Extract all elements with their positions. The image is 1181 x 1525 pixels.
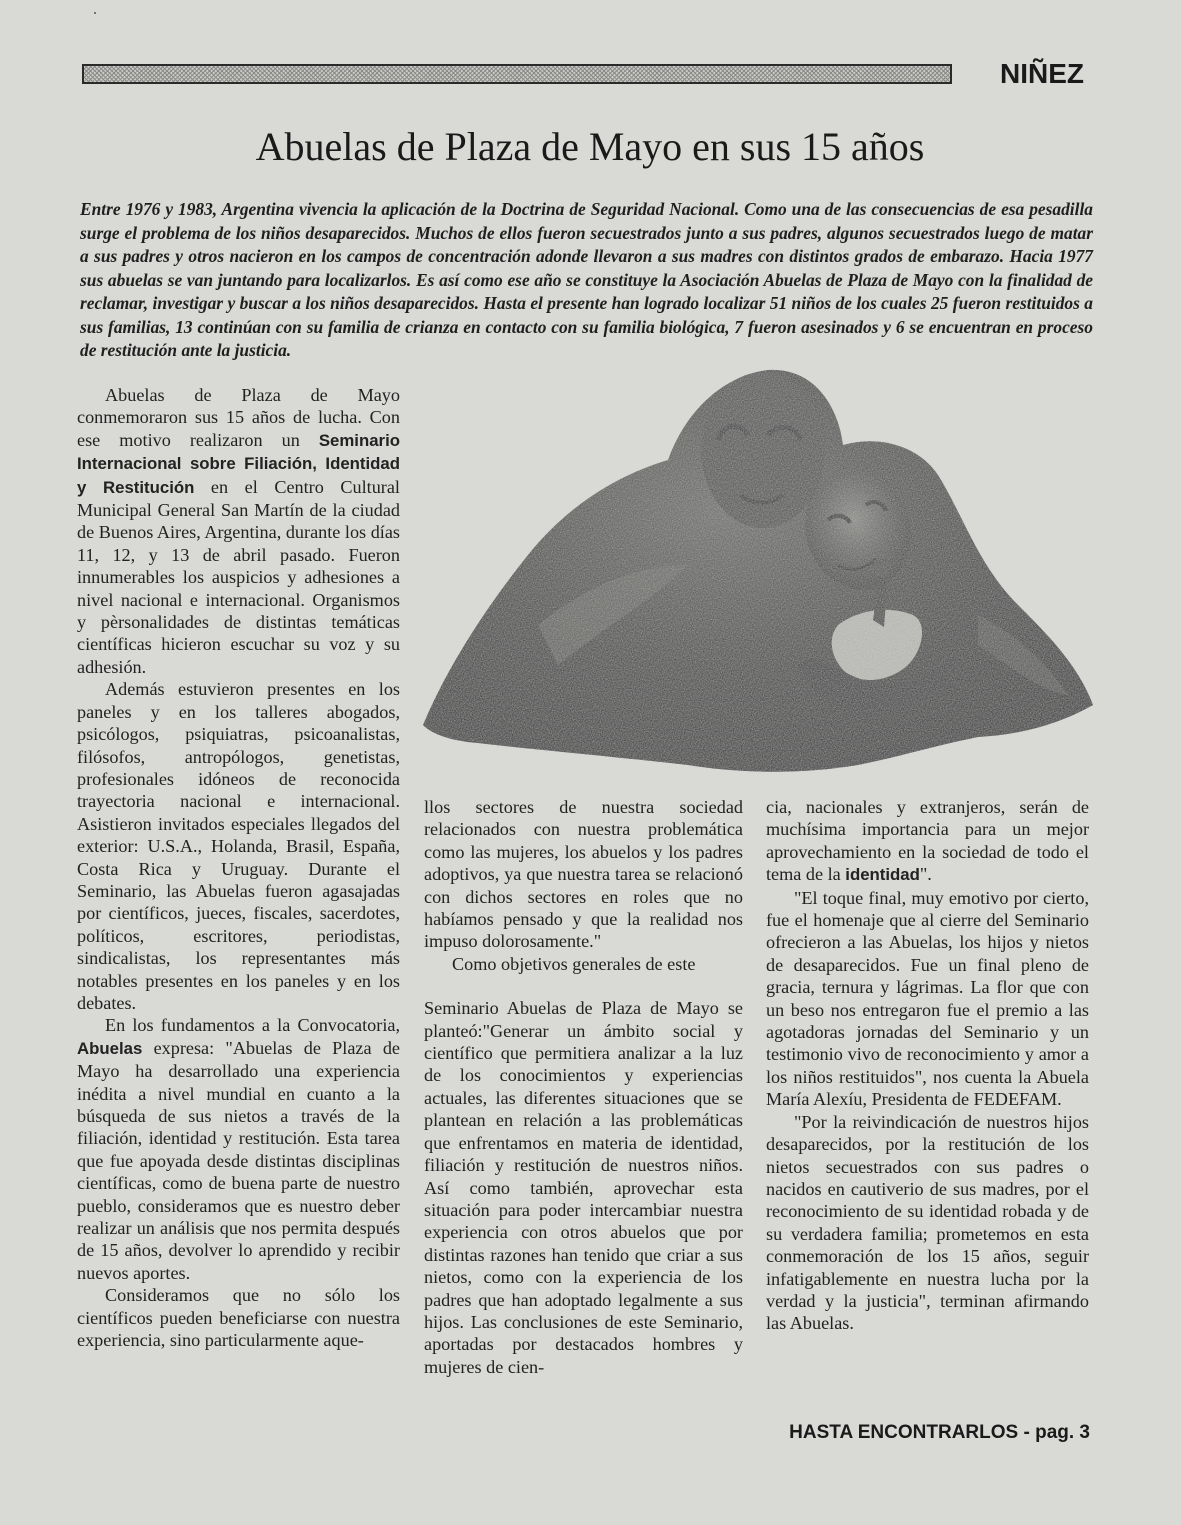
text-run: ". xyxy=(919,864,932,885)
paragraph xyxy=(77,384,400,678)
print-speck xyxy=(94,12,96,14)
text-run: en el Centro Cultural Municipal General San Martín de la ciudad de Buenos Aires, Argentina, durante los días 11, 12, y 13 de abril pasado. Fueron innumerables los auspicios y adhesiones a nivel nacional e internacional. Organismos y pèrsonalidades de distintas temáticas científicas hicieron escuchar su voz y su adhesión. xyxy=(77,476,400,677)
seminar-name: Seminario Internacional sobre Filiación, Identidad y Restitución xyxy=(77,430,400,497)
column-1 xyxy=(77,384,400,1351)
column-3 xyxy=(766,796,1089,1335)
header-pattern-bar xyxy=(82,64,952,84)
bold-abuelas: Abuelas xyxy=(77,1038,143,1058)
text-run: En los fundamentos a la Convocatoria, xyxy=(105,1015,400,1036)
section-label: NIÑEZ xyxy=(1000,58,1084,89)
text-run: cia, nacionales y extranjeros, serán de muchísima importancia para un mejor aprovechamiento en la sociedad de todo el tema de la xyxy=(766,797,1089,885)
paragraph: "El toque final, muy emotivo por cierto, fue el homenaje que al cierre del Seminario ofrecieron a las Abuelas, los hijos y nietos de desaparecidos. Fue un final pleno de gracia, ternura y lágrimas. La flor que con un beso nos entregaron fue el premio a las agotadoras jornadas del Seminario y un testimonio vivo de reconocimiento y amor a los niños restituidos", nos cuenta la Abuela María Alexíu, Presidenta de FEDEFAM. xyxy=(766,887,1089,1110)
column-2 xyxy=(424,796,743,1378)
paragraph xyxy=(766,796,1089,887)
article-lead: Entre 1976 y 1983, Argentina vivencia la aplicación de la Doctrina de Seguridad Nacional. Como una de las consecuencias de esa pesadilla surge el problema de los niños desaparecidos. Muchos de ellos fueron secuestrados junto a sus padres, algunos secuestrados luego de matar a sus padres y otros nacieron en los campos de concentración adonde llevaron a sus madres con distintos grados de embarazo. Hacia 1977 sus abuelas se van juntando para localizarlos. Es así como ese año se constituye la Asociación Abuelas de Plaza de Mayo con la finalidad de reclamar, investigar y buscar a los niños desaparecidos. Hasta el presente han logrado localizar 51 niños de los cuales 25 fueron restituidos a sus familias, 13 continúan con su familia de crianza en contacto con su familia biológica, 7 fueron asesinados y 6 se encuentran en proceso de restitución ante la justicia. xyxy=(80,199,1093,360)
paragraph: "Por la reivindicación de nuestros hijos desaparecidos, por la restitución de los nietos secuestrados con sus padres o nacidos en cautiverio de sus madres, por el reconocimiento de su identidad robada y de su verdadera familia; prometemos en esta conmemoración de los 15 años, seguir infatigablemente en nuestra lucha por la verdad y la justicia", terminan afirmando las Abuelas. xyxy=(766,1111,1089,1334)
paragraph: Seminario Abuelas de Plaza de Mayo se planteó:"Generar un ámbito social y científico que permitiera analizar a la luz de los conocimientos y experiencias actuales, las diferentes situaciones que se plantean en relación a las problemáticas que enfrentamos en materia de identidad, filiación y restitución de nuestros niños. Así como también, aprovechar esta situación para poder intercambiar nuestra experiencia con otros abuelos que por distintas razones han tenido que criar a sus nietos, como con la experiencia de los padres que han adoptado legalmente a sus hijos. Las conclusiones de este Seminario, aportadas por destacados hombres y mujeres de cien- xyxy=(424,998,743,1377)
bold-identidad: identidad xyxy=(845,865,920,885)
paragraph: Como objetivos generales de este xyxy=(452,953,696,974)
paragraph: llos sectores de nuestra sociedad relacionados con nuestra problemática como las mujeres, los abuelos y los padres adoptivos, ya que nuestra tarea se relacionó con dichos sectores en roles que no habíamos pensado y que la realidad nos impuso dolorosamente." xyxy=(424,797,743,952)
sculpture-photo-icon xyxy=(418,365,1098,780)
page-footer: HASTA ENCONTRARLOS - pag. 3 xyxy=(789,1422,1090,1443)
paragraph: Además estuvieron presentes en los paneles y en los talleres abogados, psicólogos, psiquiatras, psicoanalistas, filósofos, antropólogos, genetistas, profesionales idóneos de reconocida trayectoria nacional e internacional. Asistieron invitados especiales llegados del exterior: U.S.A., Holanda, Brasil, España, Costa Rica y Uruguay. Durante el Seminario, las Abuelas fueron agasajadas por científicos, jueces, fiscales, sacerdotes, políticos, escritores, periodistas, sindicalistas, los representantes más notables presentes en los paneles y en los debates. xyxy=(77,679,400,1013)
article-title: Abuelas de Plaza de Mayo en sus 15 años xyxy=(255,124,925,169)
paragraph xyxy=(77,1014,400,1284)
text-run: Abuelas de Plaza de Mayo conmemoraron sus 15 años de lucha. Con ese motivo realizaron un xyxy=(77,385,400,450)
paragraph: Consideramos que no sólo los científicos pueden beneficiarse con nuestra experiencia, sino particularmente aque- xyxy=(77,1285,400,1351)
text-run: expresa: "Abuelas de Plaza de Mayo ha desarrollado una experiencia inédita a nivel mundial en cuanto a la búsqueda de sus nietos a través de la filiación, identidad y restitución. Esta tarea que fue apoyada desde distintas disciplinas científicas, como de buena parte de nuestro pueblo, consideramos que es nuestro deber realizar un análisis que nos permita después de 15 años, devolver lo aprendido y recibir nuevos aportes. xyxy=(77,1037,400,1283)
